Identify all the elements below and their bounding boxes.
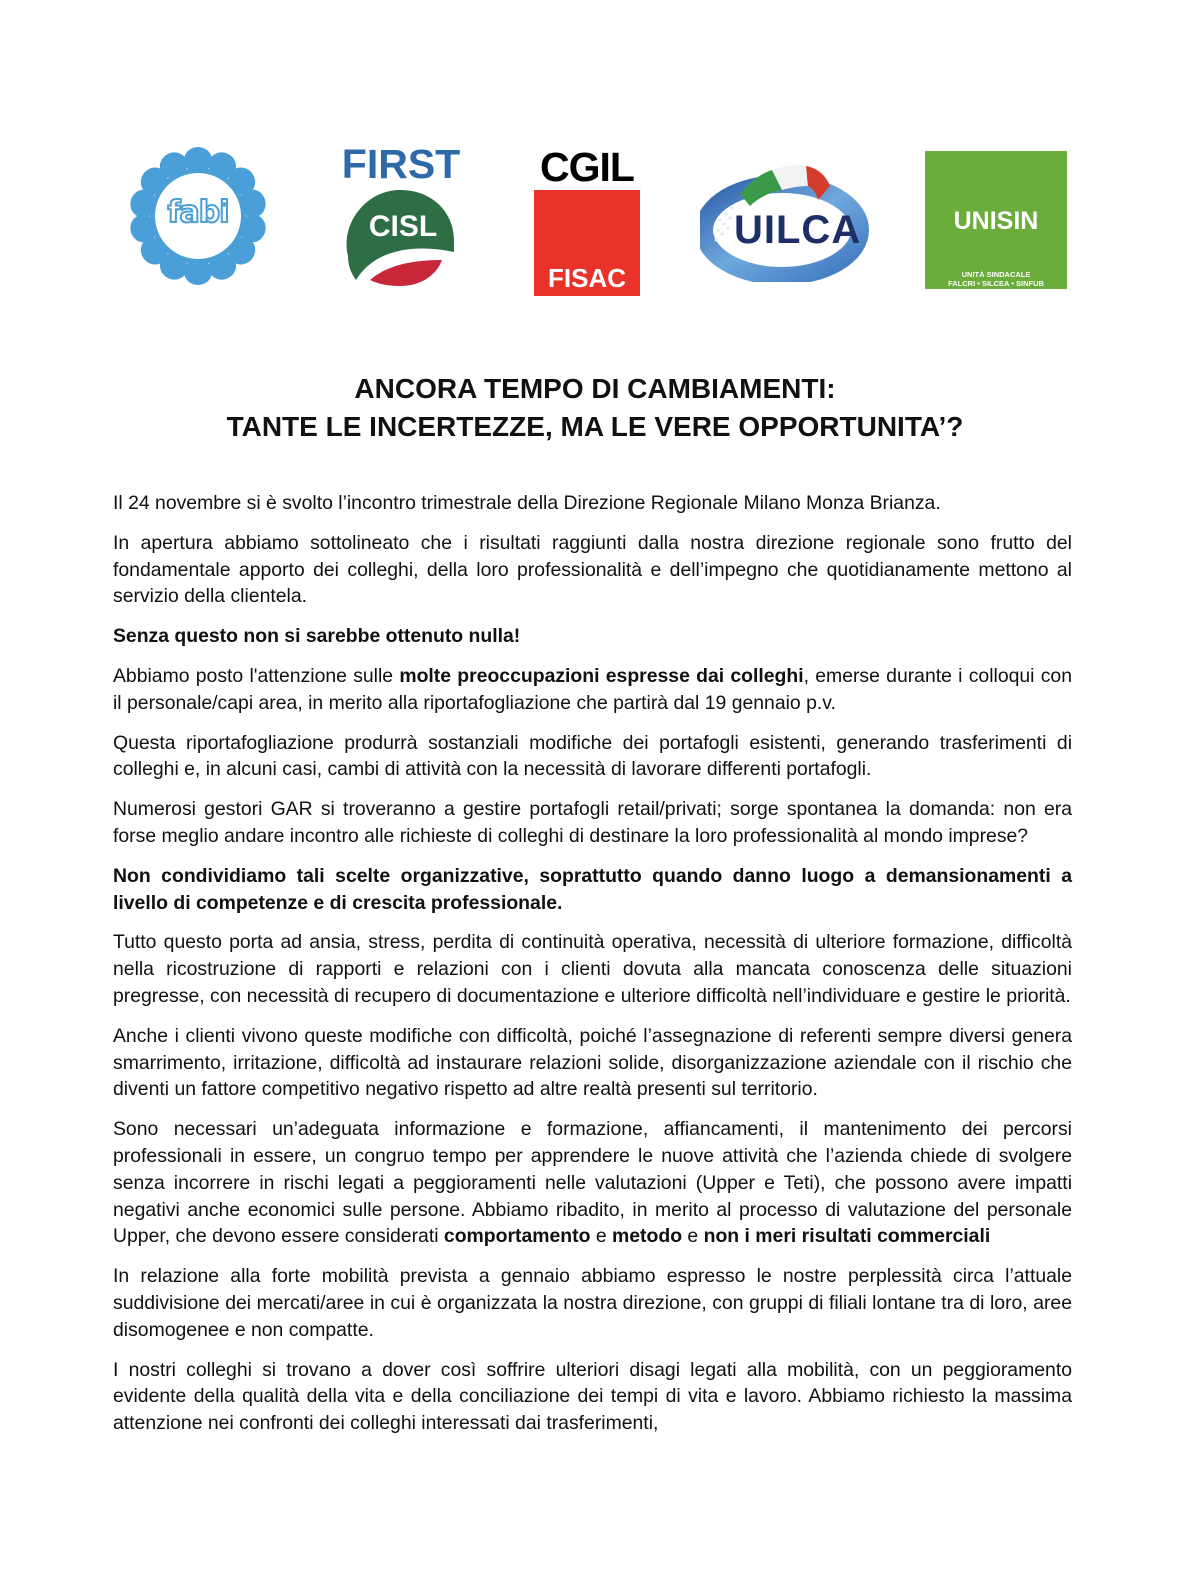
unisin-subtitle-line2: FALCRI • SILCEA • SINFUB	[948, 278, 1044, 288]
text-run: Abbiamo posto l'attenzione sulle	[113, 664, 400, 687]
fabi-logo-text: fabi	[167, 195, 229, 230]
unisin-logo	[925, 151, 1067, 289]
fisac-logo-text: FISAC	[548, 263, 626, 293]
cgil-logo-text: CGIL	[540, 144, 634, 190]
bold-run: non i meri risultati commerciali	[703, 1225, 991, 1248]
title-line-2: TANTE LE INCERTEZZE, MA LE VERE OPPORTUNITA’?	[226, 411, 964, 442]
paragraph-disagreement	[113, 863, 1072, 917]
paragraph-concerns	[113, 663, 1072, 717]
bold-run: Non condividiamo tali scelte organizzative, soprattutto quando danno luogo a demansionamenti a livello di competenze e di crescita professionale.	[113, 864, 1072, 914]
cgil-fisac-logo	[532, 145, 642, 295]
fabi-logo	[127, 145, 269, 287]
paragraph-colleagues: I nostri colleghi si trovano a dover così soffrire ulteriori disagi legati alla mobilità, con un peggioramento evidente della qualità della vita e della conciliazione dei tempi di vita e lavoro. Abbiamo richiesto la massima attenzione nei confronti dei colleghi interessati dai trasferimenti,	[113, 1358, 1072, 1435]
first-logo-text: FIRST	[341, 141, 461, 187]
first-cisl-logo	[336, 142, 466, 292]
text-run: e	[682, 1225, 704, 1248]
cisl-logo-label: CISL	[368, 210, 438, 243]
unisin-logo-text: UNISIN	[953, 207, 1039, 235]
paragraph-emphasis	[113, 623, 1072, 650]
paragraph-clients: Anche i clienti vivono queste modifiche con difficoltà, poiché l’assegnazione di referenti sempre diversi genera smarrimento, irritazione, difficoltà ad instaurare relazioni solide, disorganizzazione aziendale con il rischio che diventi un fattore competitivo negativo rispetto ad altre realtà presenti sul territorio.	[113, 1024, 1072, 1101]
uilca-logo	[700, 160, 875, 282]
bold-run: molte preoccupazioni espresse dai colleghi	[399, 664, 804, 687]
paragraph-gar-managers: Numerosi gestori GAR si troveranno a gestire portafogli retail/privati; sorge spontanea la domanda: non era forse meglio andare incontro alle richieste di colleghi di destinare la loro professionalità al mondo imprese?	[113, 798, 1072, 847]
unisin-subtitle-line1: UNITÀ SINDACALE	[961, 270, 1031, 279]
bold-run: metodo	[612, 1225, 683, 1248]
title-line-1: ANCORA TEMPO DI CAMBIAMENTI:	[354, 373, 836, 404]
uilca-logo-text: UILCA	[734, 208, 862, 252]
paragraph-meeting-intro: Il 24 novembre si è svolto l’incontro trimestrale della Direzione Regionale Milano Monza Brianza.	[113, 492, 941, 514]
text-run: Sono necessari un’adeguata informazione e formazione, affiancamenti, il mantenimento dei percorsi professionali in essere, un congruo tempo per apprendere le nuove attività che l’azienda chiede di svolgere senza incorrere in rischi legati a peggioramenti nelle valutazioni (Upper e Teti), che possono avere impatti negativi anche economici sulle persone. Abbiamo ribadito, in merito al processo di valutazione del personale Upper, che devono essere considerati	[113, 1118, 1072, 1248]
fisac-red-square	[534, 190, 640, 296]
text-run: , emerse durante i colloqui con il personale/capi area, in merito alla riportafogliazione che partirà dal 19 gennaio p.v.	[113, 664, 1072, 714]
text-run: e	[590, 1225, 613, 1248]
paragraph-mobility: In relazione alla forte mobilità prevista a gennaio abbiamo espresso le nostre perplessità circa l’attuale suddivisione dei mercati/aree in cui è organizzata la nostra direzione, con gruppi di filiali lontane tra di loro, aree disomogenee e non compatte.	[113, 1265, 1072, 1341]
document-title	[0, 370, 1190, 446]
paragraph-portfolio-changes: Questa riportafogliazione produrrà sostanziali modifiche dei portafogli esistenti, generando trasferimenti di colleghi e, in alcuni casi, cambi di attività con la necessità di lavorare differenti portafogli.	[113, 731, 1072, 781]
bold-run: comportamento	[443, 1225, 591, 1248]
paragraph-consequences: Tutto questo porta ad ansia, stress, perdita di continuità operativa, necessità di ulteriore formazione, difficoltà nella ricostruzione di rapporti e relazioni con i clienti dovuta alla mancata conoscenza delle situazioni pregresse, con necessità di recupero di documentazione e ulteriore difficoltà nell’individuare e gestire le priorità.	[113, 931, 1072, 1007]
union-logos-header	[0, 140, 1190, 300]
document-body	[113, 490, 1072, 1450]
unisin-logo-subtitle	[925, 271, 1067, 288]
emphasis-text: Senza questo non si sarebbe ottenuto nulla!	[113, 625, 521, 648]
paragraph-requirements	[113, 1116, 1072, 1250]
paragraph-opening: In apertura abbiamo sottolineato che i risultati raggiunti dalla nostra direzione regionale sono frutto del fondamentale apporto dei colleghi, della loro professionalità e dell’impegno che quotidianamente mettono al servizio della clientela.	[113, 531, 1072, 608]
